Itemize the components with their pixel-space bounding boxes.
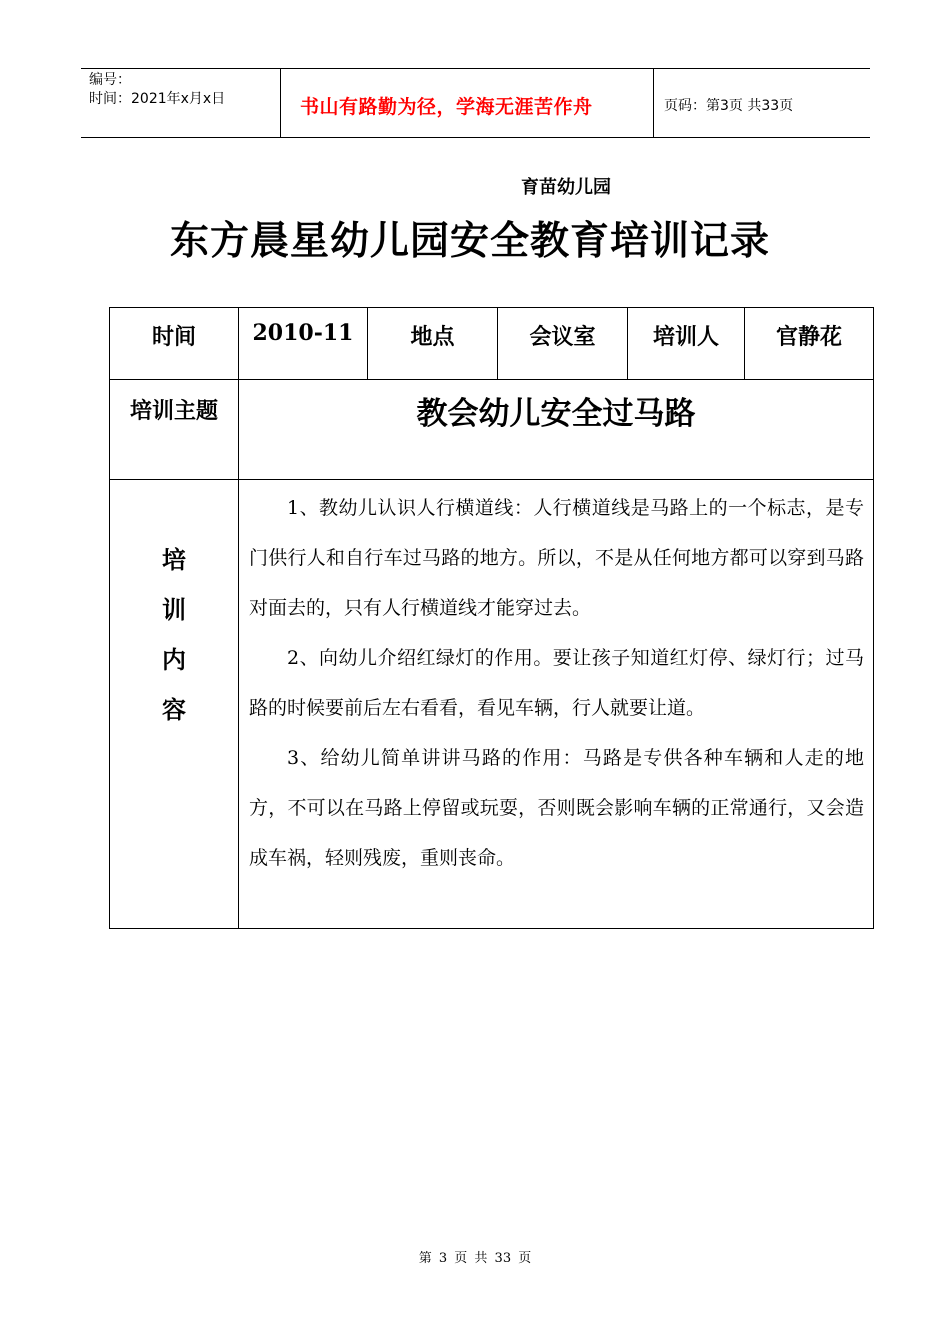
content-header-char: 容 (162, 696, 186, 724)
content-paragraph: 2、向幼儿介绍红绿灯的作用。要让孩子知道红灯停、绿灯行；过马路的时候要前后左右看看，看见车辆，行人就要让道。 (249, 647, 864, 719)
header-page (654, 69, 870, 137)
topic-header: 培训主题 (129, 399, 218, 424)
place-value: 会议室 (529, 325, 596, 350)
time-value: 2010-11 (252, 320, 354, 346)
page-header (81, 68, 870, 138)
time-label: 时间：2021年x月x日 (89, 91, 226, 107)
row-divider (109, 379, 874, 380)
content-paragraph: 1、教幼儿认识人行横道线：人行横道线是马路上的一个标志，是专门供行人和自行车过马路的地方。所以，不是从任何地方都可以穿到马路对面去的，只有人行横道线才能穿过去。 (249, 497, 864, 619)
place-header: 地点 (410, 325, 455, 350)
trainer-header: 培训人 (652, 325, 719, 350)
trainer-value: 官静花 (775, 325, 842, 350)
content-header-char: 培 (162, 546, 186, 574)
training-content (249, 483, 864, 883)
header-motto (281, 69, 654, 137)
document-title: 东方晨星幼儿园安全教育培训记录 (169, 219, 770, 264)
school-name: 育苗幼儿园 (521, 177, 611, 198)
row-divider (109, 479, 874, 480)
page-label: 页码：第3页 共33页 (664, 98, 794, 114)
header-meta (81, 69, 281, 137)
content-paragraph: 3、给幼儿简单讲讲马路的作用：马路是专供各种车辆和人走的地方，不可以在马路上停留或玩耍，否则既会影响车辆的正常通行，又会造成车祸，轻则残废，重则丧命。 (249, 747, 864, 869)
content-header-char: 训 (162, 596, 186, 624)
time-header: 时间 (151, 325, 196, 350)
content-header-char: 内 (162, 646, 186, 674)
topic-value: 教会幼儿安全过马路 (416, 396, 696, 432)
number-label: 编号： (89, 72, 131, 88)
motto-text: 书山有路勤为径，学海无涯苦作舟 (300, 96, 593, 118)
page-footer: 第 3 页 共 33 页 (418, 1251, 532, 1266)
